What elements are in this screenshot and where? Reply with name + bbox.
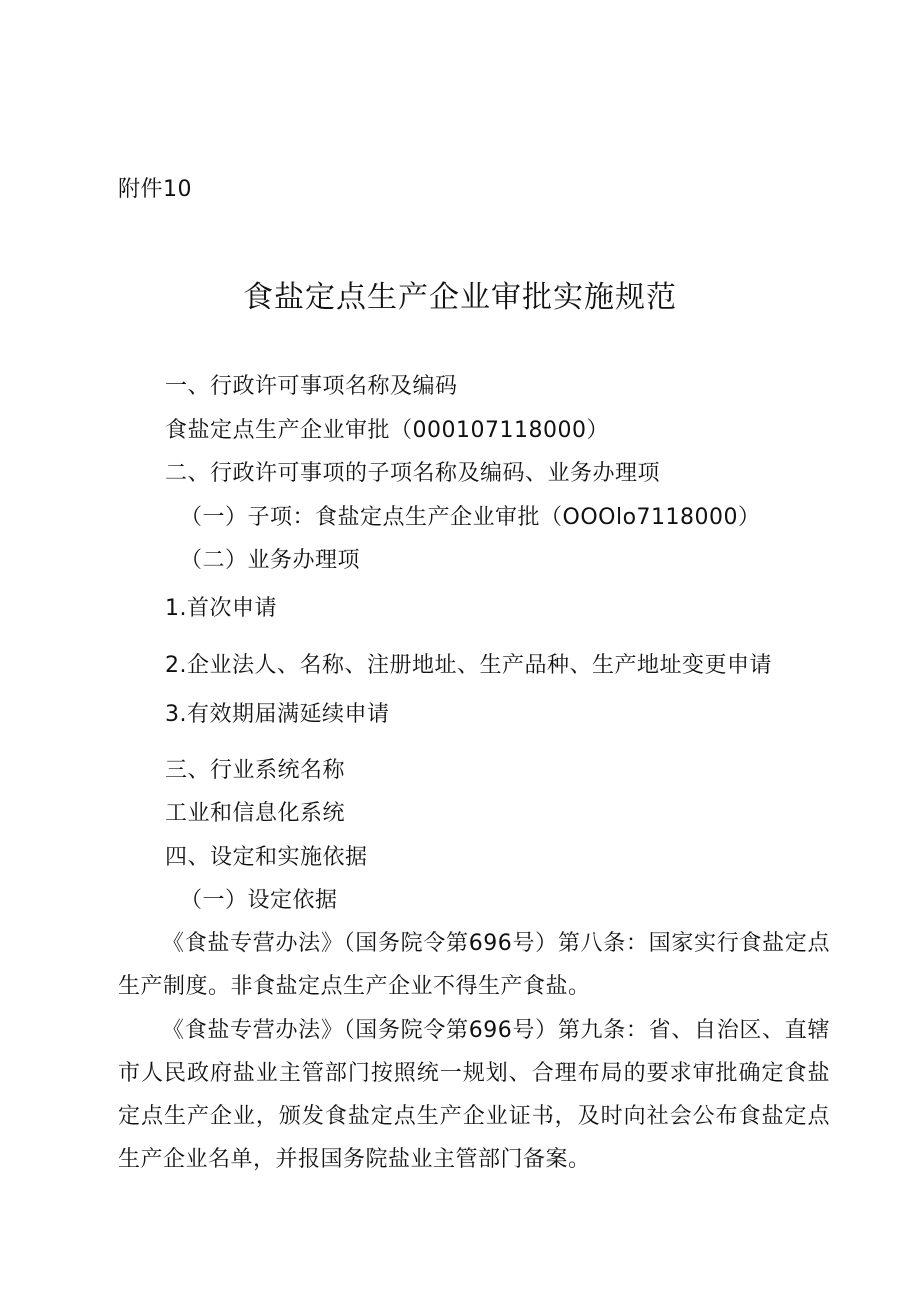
section-heading-1: 一、行政许可事项名称及编码 xyxy=(165,374,458,399)
list-item-3: 3.有效期届满延续申请 xyxy=(165,702,390,727)
subitem-line: （一）子项：食盐定点生产企业审批（OOOlo7118000） xyxy=(180,505,761,530)
document-title: 食盐定点生产企业审批实施规范 xyxy=(243,280,677,315)
item-name-code: 食盐定点生产企业审批（000107118000） xyxy=(165,418,609,443)
section-heading-3: 三、行业系统名称 xyxy=(165,758,346,783)
industry-system-name: 工业和信息化系统 xyxy=(165,801,346,826)
section-heading-4: 四、设定和实施依据 xyxy=(165,845,368,870)
section-heading-2: 二、行政许可事项的子项名称及编码、业务办理项 xyxy=(165,461,661,486)
basis-paragraph-2: 《食盐专营办法》（国务院令第696号）第九条：省、自治区、直辖市人民政府盐业主管部门按照统一规划、合理布局的要求审批确定食盐定点生产企业，颁发食盐定点生产企业证书，及时向社会公布食盐定点生产企业名单，并报国务院盐业主管部门备案。 xyxy=(118,1018,830,1172)
attachment-label: 附件10 xyxy=(118,177,192,202)
list-item-2: 2.企业法人、名称、注册地址、生产品种、生产地址变更申请 xyxy=(165,653,772,678)
basis-paragraph-1: 《食盐专营办法》（国务院令第696号）第八条：国家实行食盐定点生产制度。非食盐定点生产企业不得生产食盐。 xyxy=(118,931,830,999)
basis-heading: （一）设定依据 xyxy=(180,888,338,913)
list-item-1: 1.首次申请 xyxy=(165,596,277,621)
business-items-heading: （二）业务办理项 xyxy=(180,548,361,573)
